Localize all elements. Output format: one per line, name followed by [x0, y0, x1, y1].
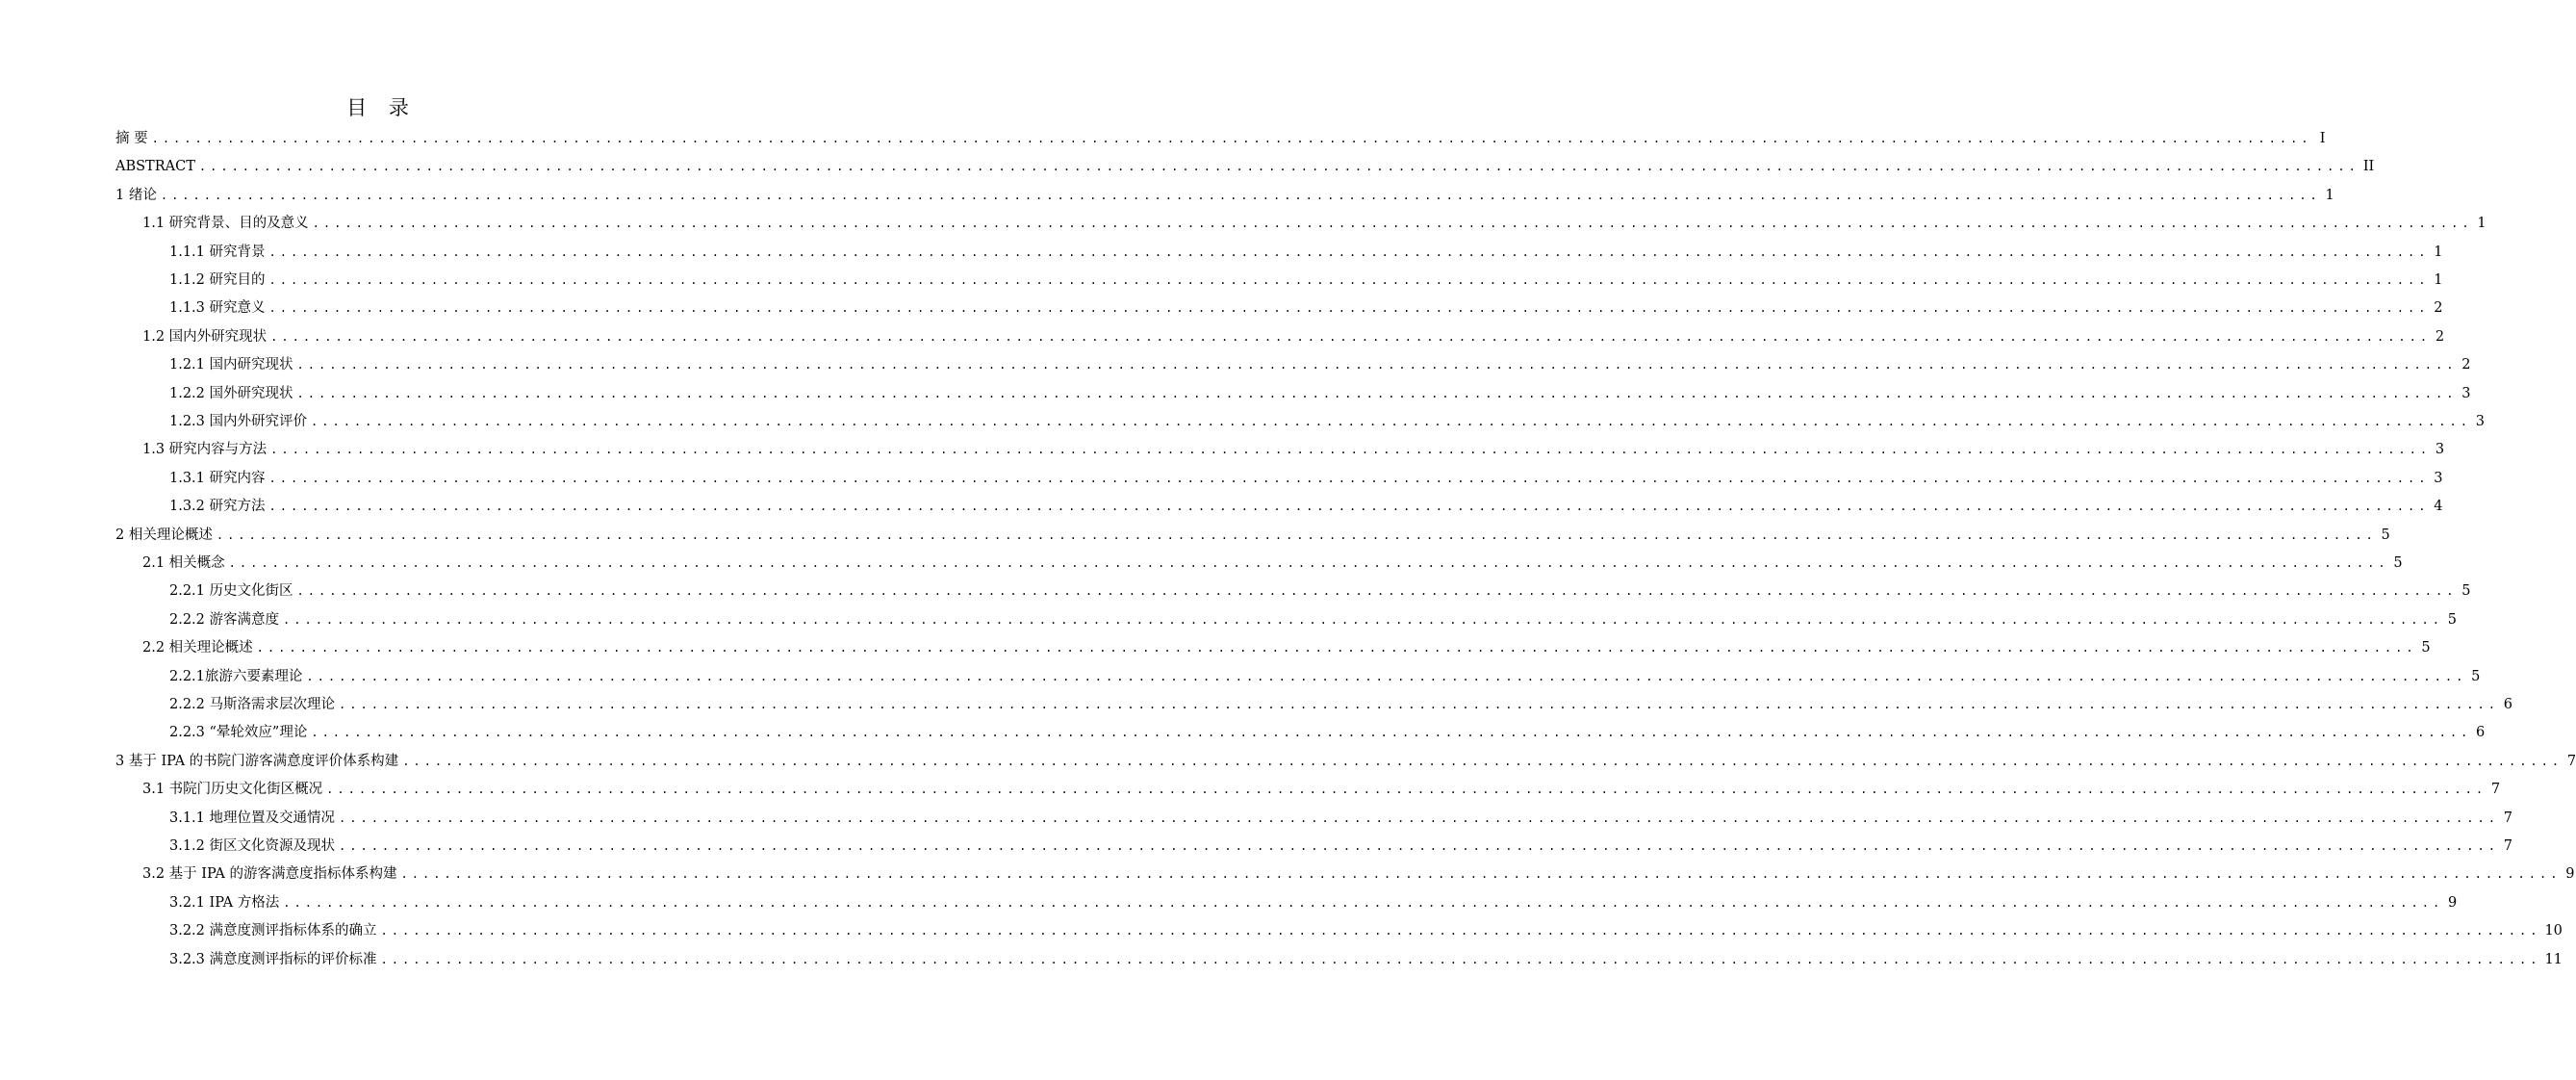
toc-entry-page: 1	[2434, 272, 2443, 288]
toc-entry-label: 1.2.3 国内外研究评价	[169, 414, 308, 429]
toc-entry-label: 1.2 国内外研究现状	[142, 328, 268, 345]
toc-entry[interactable]	[169, 949, 2563, 970]
toc-entry[interactable]	[169, 892, 2458, 913]
toc-entry-page: 6	[2476, 725, 2486, 741]
toc-entry-page: 1	[2325, 187, 2334, 203]
toc-entry[interactable]	[169, 468, 2443, 489]
toc-entry-page: 7	[2503, 810, 2512, 826]
toc-leader-dots: ........................................................................................................................................................................................................	[270, 443, 2432, 457]
toc-leader-dots: ........................................................................................................................................................................................................	[296, 584, 2458, 599]
toc-entry-page: 5	[2447, 611, 2457, 628]
toc-entry-page: 2	[2434, 300, 2443, 317]
toc-entry[interactable]	[142, 779, 2501, 800]
toc-entry-page: 5	[2393, 555, 2403, 571]
toc-entry[interactable]	[115, 751, 2576, 772]
toc-entry-page: 2	[2435, 328, 2445, 345]
toc-entry-label: 2.2.1旅游六要素理论	[169, 668, 303, 684]
toc-entry-label: 1.1.2 研究目的	[169, 272, 266, 288]
toc-entry-page: 10	[2544, 923, 2563, 939]
toc-leader-dots: ........................................................................................................................................................................................................	[339, 839, 2499, 853]
toc-leader-dots: ........................................................................................................................................................................................................	[256, 641, 2417, 656]
toc-leader-dots: ........................................................................................................................................................................................................	[380, 952, 2541, 966]
toc-leader-dots: ........................................................................................................................................................................................................	[283, 895, 2444, 910]
toc-entry-page: 1	[2477, 216, 2487, 232]
toc-entry[interactable]	[169, 270, 2443, 291]
toc-title: 目 录	[346, 96, 417, 119]
toc-leader-dots: ........................................................................................................................................................................................................	[380, 924, 2541, 939]
toc-entry-label: 3 基于 IPA 的书院门游客满意度评价体系构建	[115, 753, 399, 769]
toc-entry-label: 1.3.1 研究内容	[169, 470, 266, 486]
toc-entry[interactable]	[142, 326, 2445, 347]
toc-entry-page: 5	[2471, 668, 2481, 684]
toc-entry[interactable]	[142, 213, 2487, 234]
toc-entry[interactable]	[142, 863, 2575, 885]
toc-entry-label: 1.2.1 国内研究现状	[169, 357, 293, 373]
toc-entry-page: I	[2319, 131, 2326, 146]
toc-entry[interactable]	[169, 383, 2471, 404]
toc-entry-label: 3.2.2 满意度测评指标体系的确立	[169, 923, 377, 939]
toc-entry-page: 5	[2421, 640, 2431, 656]
toc-entry[interactable]	[169, 836, 2512, 857]
toc-leader-dots: ........................................................................................................................................................................................................	[339, 698, 2499, 711]
toc-leader-dots: ........................................................................................................................................................................................................	[160, 188, 2321, 202]
toc-leader-dots: ........................................................................................................................................................................................................	[151, 132, 2312, 145]
toc-entry-page: 5	[2461, 583, 2471, 600]
toc-entry[interactable]	[115, 185, 2334, 206]
toc-entry-page: 1	[2434, 244, 2443, 260]
toc-leader-dots: ........................................................................................................................................................................................................	[198, 160, 2359, 174]
toc-entry-page: II	[2362, 159, 2375, 175]
toc-entry-page: 3	[2461, 385, 2471, 401]
toc-entry-page: 7	[2490, 782, 2501, 798]
toc-entry-label: 2.2.1 历史文化街区	[169, 583, 293, 600]
toc-entry-page: 9	[2447, 894, 2458, 911]
toc-entry-label: 1.3.2 研究方法	[169, 499, 266, 515]
toc-entry[interactable]	[169, 694, 2512, 715]
toc-leader-dots: ........................................................................................................................................................................................................	[216, 527, 2377, 542]
toc-entry[interactable]	[169, 609, 2457, 630]
toc-entry-label: 2 相关理论概述	[115, 527, 213, 543]
toc-leader-dots: ........................................................................................................................................................................................................	[268, 471, 2430, 485]
toc-leader-dots: ........................................................................................................................................................................................................	[306, 669, 2467, 683]
toc-entry-page: 6	[2503, 697, 2512, 712]
toc-entry-page: 3	[2434, 470, 2443, 486]
toc-entry-label: 2.2.2 马斯洛需求层次理论	[169, 697, 336, 712]
toc-entry[interactable]	[115, 156, 2375, 177]
toc-entry-label: 3.1.2 街区文化资源及现状	[169, 838, 336, 854]
toc-entry[interactable]	[169, 666, 2481, 687]
toc-entry-label: 2.2 相关理论概述	[142, 640, 253, 656]
toc-entry-page: 5	[2381, 527, 2390, 543]
toc-entry-page: 3	[2435, 442, 2445, 458]
toc-entry[interactable]	[169, 411, 2485, 432]
toc-entry-page: 7	[2566, 753, 2576, 769]
toc-entry-page: 7	[2503, 838, 2512, 854]
toc-leader-dots: ........................................................................................................................................................................................................	[283, 612, 2443, 627]
toc-leader-dots: ........................................................................................................................................................................................................	[339, 810, 2499, 825]
toc-leader-dots: ........................................................................................................................................................................................................	[268, 244, 2430, 259]
toc-leader-dots: ........................................................................................................................................................................................................	[228, 556, 2389, 570]
toc-leader-dots: ........................................................................................................................................................................................................	[311, 726, 2472, 740]
toc-leader-dots: ........................................................................................................................................................................................................	[296, 386, 2458, 400]
toc-entry[interactable]	[142, 553, 2403, 574]
toc-leader-dots: ........................................................................................................................................................................................................	[402, 754, 2563, 768]
toc-entry-page: 4	[2434, 499, 2443, 515]
toc-entry[interactable]	[115, 525, 2390, 546]
toc-entry-label: 3.1.1 地理位置及交通情况	[169, 810, 336, 826]
toc-entry-label: 1.1 研究背景、目的及意义	[142, 216, 309, 232]
toc-entry-label: 1.1.3 研究意义	[169, 300, 266, 317]
toc-entry-label: ABSTRACT	[115, 159, 195, 175]
toc-leader-dots: ........................................................................................................................................................................................................	[326, 783, 2487, 797]
toc-entry-label: 2.2.3 “晕轮效应”理论	[169, 725, 308, 741]
toc-entry-label: 1 绪论	[115, 187, 157, 203]
toc-entry-label: 1.2.2 国外研究现状	[169, 385, 293, 401]
toc-entry[interactable]	[169, 920, 2563, 941]
toc-entry-label: 2.2.2 游客满意度	[169, 611, 280, 628]
toc-entry[interactable]	[142, 439, 2445, 460]
toc-entry[interactable]	[169, 297, 2443, 319]
toc-leader-dots: ........................................................................................................................................................................................................	[268, 500, 2430, 514]
toc-leader-dots: ........................................................................................................................................................................................................	[270, 329, 2432, 344]
toc-entry-page: 3	[2475, 414, 2485, 429]
toc-entry-page: 2	[2461, 357, 2471, 373]
toc-entry[interactable]	[169, 242, 2443, 263]
toc-entry[interactable]	[142, 637, 2431, 658]
toc-leader-dots: ........................................................................................................................................................................................................	[311, 415, 2471, 428]
toc-leader-dots: ........................................................................................................................................................................................................	[268, 273, 2430, 287]
toc-entry-label: 3.1 书院门历史文化街区概况	[142, 782, 323, 798]
toc-entry[interactable]	[169, 808, 2512, 829]
toc-entry-page: 9	[2565, 866, 2575, 883]
toc-entry[interactable]	[169, 722, 2486, 743]
toc-leader-dots: ........................................................................................................................................................................................................	[312, 217, 2473, 231]
toc-leader-dots: ........................................................................................................................................................................................................	[268, 301, 2430, 316]
toc-entry[interactable]	[169, 496, 2443, 517]
toc-entry[interactable]	[169, 580, 2471, 602]
toc-entry-label: 摘 要	[115, 131, 148, 146]
toc-entry-page: 11	[2544, 951, 2563, 967]
toc-entry-label: 3.2.3 满意度测评指标的评价标准	[169, 951, 377, 967]
toc-entry-label: 1.3 研究内容与方法	[142, 442, 268, 458]
toc-entry-label: 1.1.1 研究背景	[169, 244, 266, 260]
toc-leader-dots: ........................................................................................................................................................................................................	[400, 867, 2562, 882]
toc-entry[interactable]	[115, 128, 2326, 149]
toc-entry-label: 2.1 相关概念	[142, 555, 225, 571]
toc-leader-dots: ........................................................................................................................................................................................................	[296, 358, 2458, 373]
toc-entry[interactable]	[169, 354, 2471, 375]
toc-entry-label: 3.2.1 IPA 方格法	[169, 894, 280, 911]
toc-entry-label: 3.2 基于 IPA 的游客满意度指标体系构建	[142, 866, 397, 883]
